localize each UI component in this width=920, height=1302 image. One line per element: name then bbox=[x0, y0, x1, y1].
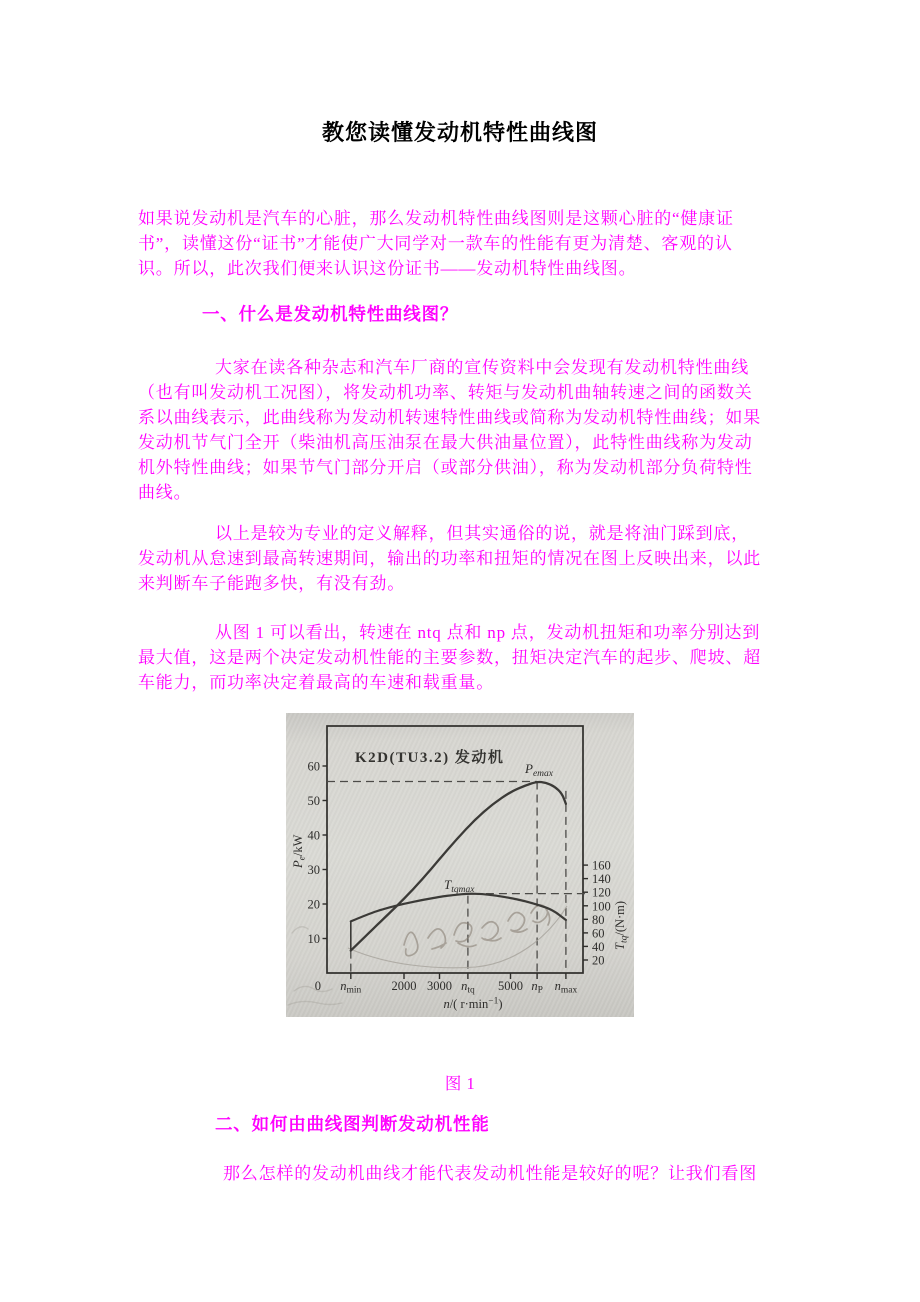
engine-curve-chart bbox=[286, 713, 634, 1017]
text-line: （也有叫发动机工况图），将发动机功率、转矩与发动机曲轴转速之间的函数关 bbox=[138, 383, 753, 402]
text-line: 发动机从怠速到最高转速期间，输出的功率和扭矩的情况在图上反映出来，以此 bbox=[138, 549, 761, 568]
x-ticks bbox=[340, 973, 577, 996]
y-right-tick-label: 160 bbox=[592, 858, 611, 873]
x-tick-label: $n_{tq}$ bbox=[461, 979, 475, 996]
y-left-tick-label: 30 bbox=[307, 863, 320, 877]
y-left-tick-label: 50 bbox=[307, 794, 320, 808]
x-tick-label: 5000 bbox=[498, 979, 523, 993]
y-left-tick-label: 40 bbox=[307, 828, 320, 843]
page-title: 教您读懂发动机特性曲线图 bbox=[321, 120, 598, 145]
y-left-tick-label: 60 bbox=[307, 759, 320, 774]
y-right-tick-label: 40 bbox=[592, 939, 605, 954]
text-line: 识。所以，此次我们便来认识这份证书——发动机特性曲线图。 bbox=[138, 259, 637, 278]
text-line: 车能力，而功率决定着最高的车速和载重量。 bbox=[138, 673, 494, 692]
section-heading-1: 一、什么是发动机特性曲线图？ bbox=[202, 304, 459, 324]
x-tick-label: 3000 bbox=[427, 979, 452, 993]
text-line: 最大值，这是两个决定发动机性能的主要参数，扭矩决定汽车的起步、爬坡、超 bbox=[138, 648, 761, 667]
chart-title: K2D(TU3.2) 发动机 bbox=[355, 750, 505, 766]
text-line: 机外特性曲线；如果节气门部分开启（或部分供油），称为发动机部分负荷特性 bbox=[138, 458, 753, 477]
text-line: 曲线。 bbox=[138, 483, 192, 502]
figure-caption: 图 1 bbox=[444, 1074, 476, 1093]
ttqmax-annotation: $T_{tqmax}$ bbox=[444, 877, 475, 895]
y-right-ticks bbox=[583, 859, 611, 968]
text-line: 系以曲线表示，此曲线称为发动机转速特性曲线或简称为发动机特性曲线；如果 bbox=[138, 408, 761, 427]
x-tick-label: 2000 bbox=[391, 979, 417, 993]
y-right-tick-label: 120 bbox=[592, 885, 611, 900]
pemax-annotation: $P_{emax}$ bbox=[525, 761, 553, 779]
y-left-axis-label: $P_e/kW$ bbox=[291, 834, 308, 868]
text-line: 书”，读懂这份“证书”才能使广大同学对一款车的性能有更为清楚、客观的认 bbox=[138, 234, 733, 253]
x-tick-label: $n_{max}$ bbox=[554, 979, 578, 996]
x-tick-label: $n_P$ bbox=[531, 979, 543, 996]
section-heading-2: 二、如何由曲线图判断发动机性能 bbox=[215, 1114, 490, 1134]
fuel-consumption-curve bbox=[348, 906, 567, 968]
y-left-ticks bbox=[308, 760, 328, 947]
text-line: 来判断车子能跑多快，有没有劲。 bbox=[138, 574, 405, 593]
text-line: 从图 1 可以看出，转速在 ntq 点和 np 点，发动机扭矩和功率分别达到 bbox=[215, 623, 761, 642]
y-right-axis-label: $T_{tq}/(N\cdot m)$ bbox=[613, 900, 630, 950]
y-right-tick-label: 60 bbox=[592, 926, 605, 941]
y-right-tick-label: 20 bbox=[592, 953, 605, 968]
guide-lines bbox=[327, 782, 589, 974]
paragraph-plain-explanation bbox=[138, 521, 761, 596]
x-tick-label: $n_{min}$ bbox=[340, 979, 362, 996]
y-right-tick-label: 140 bbox=[592, 872, 611, 887]
paragraph-figure1-discussion bbox=[138, 620, 761, 695]
origin-label: 0 bbox=[314, 979, 321, 993]
paragraph-section2-intro bbox=[138, 1161, 757, 1186]
text-line: 以上是较为专业的定义解释，但其实通俗的说，就是将油门踩到底， bbox=[215, 524, 749, 543]
y-right-tick-label: 80 bbox=[592, 912, 605, 927]
text-line: 如果说发动机是汽车的心脏，那么发动机特性曲线图则是这颗心脏的“健康证 bbox=[138, 209, 734, 228]
paragraph-intro bbox=[138, 206, 734, 281]
x-axis-label: n/( $r\cdot\min^{-1}$) bbox=[443, 996, 503, 1011]
y-left-tick-label: 20 bbox=[307, 897, 320, 912]
text-line: 大家在读各种杂志和汽车厂商的宣传资料中会发现有发动机特性曲线 bbox=[215, 358, 749, 377]
y-left-tick-label: 10 bbox=[307, 932, 320, 946]
torque-curve bbox=[351, 894, 566, 922]
y-right-tick-label: 100 bbox=[592, 899, 611, 914]
text-line: 那么怎样的发动机曲线才能代表发动机性能是较好的呢？让我们看图 bbox=[223, 1164, 757, 1183]
engine-curve-figure-image bbox=[286, 713, 634, 1017]
text-line: 发动机节气门全开（柴油机高压油泵在最大供油量位置），此特性曲线称为发动 bbox=[138, 433, 753, 452]
paragraph-definition bbox=[138, 355, 761, 505]
